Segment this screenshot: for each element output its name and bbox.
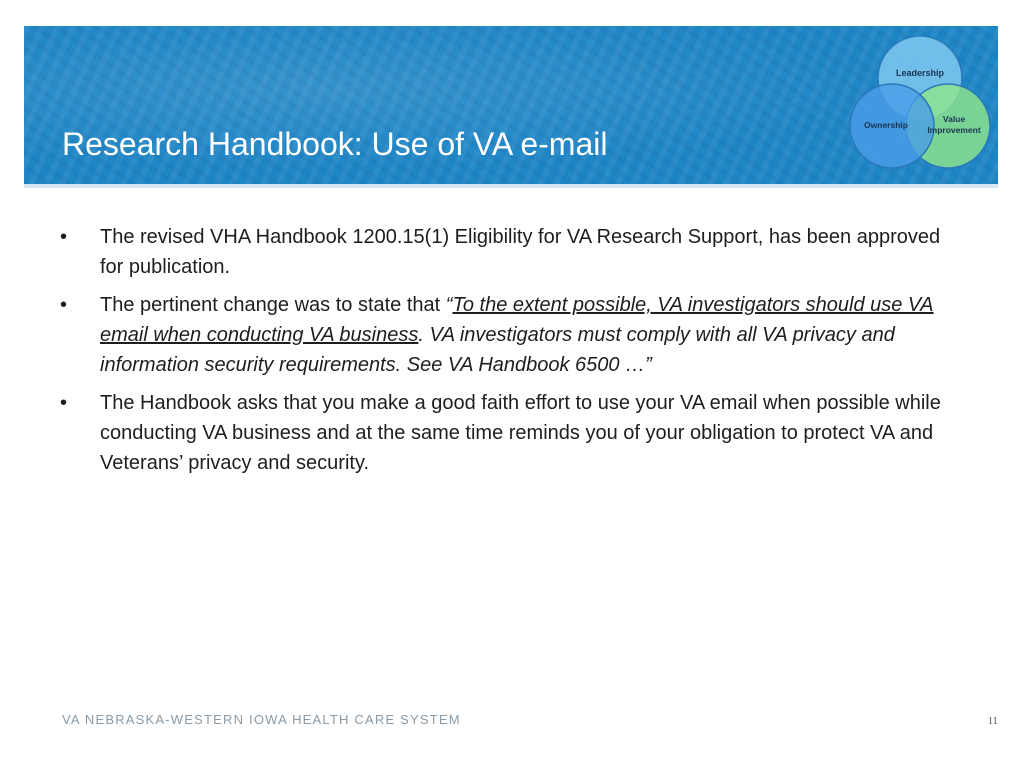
bullet-lead-text: The pertinent change was to state that [100,294,446,316]
bullet-item [60,290,960,380]
footer-organization: VA NEBRASKA-WESTERN IOWA HEALTH CARE SYSTEM [62,712,461,727]
bullet-list [60,222,960,486]
bullet-item [60,388,960,478]
bullet-dot: • [60,392,68,414]
value-label: Value [942,114,966,124]
leadership-venn-logo [846,36,994,172]
slide-title: Research Handbook: Use of VA e-mail [62,126,608,162]
open-quote: “ [445,294,453,316]
quoted-rest-text: . VA investigators must comply with all VA privacy and information security requirements. See VA Handbook 6500 …” [100,324,895,376]
page-number: 11 [988,716,998,727]
bullet-item [60,222,960,282]
bullet-text: The Handbook asks that you make a good faith effort to use your VA email when possible while conducting VA business and at the same time reminds you of your obligation to protect VA and Veterans’ privacy and security. [100,392,941,474]
quoted-underlined-text: To the extent possible, VA investigators should use VA email when conducting VA business [100,294,934,346]
improvement-label: Improvement [927,125,981,135]
leadership-label: Leadership [895,68,945,78]
bullet-text: The revised VHA Handbook 1200.15(1) Eligibility for VA Research Support, has been approved for publication. [100,226,941,278]
bullet-dot: • [60,294,68,316]
ownership-label: Ownership [864,120,908,130]
bullet-dot: • [60,226,68,248]
banner-bottom-strip [24,184,998,188]
